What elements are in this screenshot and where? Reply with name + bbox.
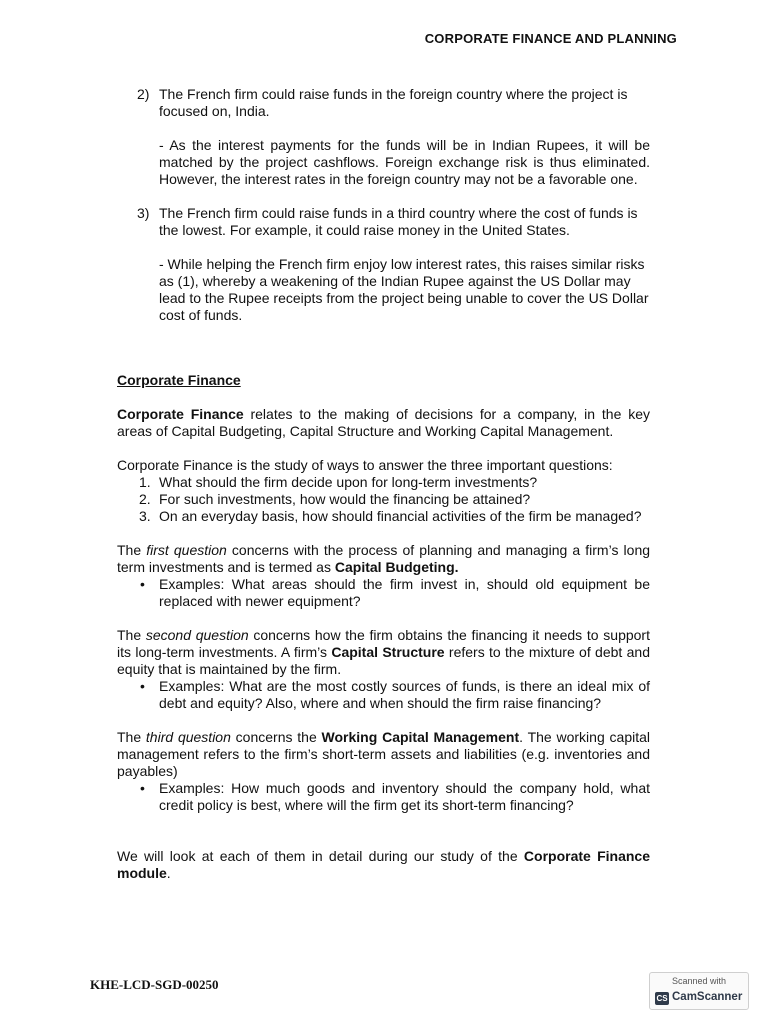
- italic-run: third question: [145, 729, 231, 745]
- bullet-icon: •: [140, 576, 145, 592]
- question-number: 1.: [139, 474, 151, 490]
- bold-run: Capital Budgeting.: [334, 559, 459, 575]
- text-run: The: [117, 627, 146, 643]
- third-question-examples: [117, 780, 650, 814]
- bullet-icon: •: [140, 678, 145, 694]
- question-number: 3.: [139, 508, 151, 524]
- question-item: [117, 474, 650, 491]
- option-text: The French firm could raise funds in the foreign country where the project is focused on, India.: [159, 86, 628, 119]
- camscanner-logo-icon: CS: [656, 994, 668, 1003]
- option-note: - As the interest payments for the funds will be in Indian Rupees, it will be matched by the project cashflows. Foreign exchange risk is thus eliminated. However, the interest rates in the foreign country may not be a favorable one.: [159, 137, 650, 187]
- second-question-paragraph: [117, 627, 650, 678]
- example-item: [117, 780, 650, 814]
- closing-paragraph: [117, 848, 650, 882]
- italic-run: second question: [145, 627, 249, 643]
- intro-bold: Corporate Finance: [117, 406, 244, 422]
- intro-paragraph: [117, 406, 650, 440]
- section-heading: Corporate Finance: [117, 372, 241, 388]
- question-item: [117, 491, 650, 508]
- text-run: . The working capital management refers to the firm’s short-term assets and liabilities (e.g. inventories and payables): [117, 729, 650, 779]
- first-question-paragraph: [117, 542, 650, 576]
- bold-run: Capital Structure: [331, 644, 445, 660]
- text-run: concerns with the process of planning and managing a firm’s long term investments and is termed as: [117, 542, 651, 575]
- questions-list: [117, 474, 650, 525]
- example-text: Examples: What are the most costly sources of funds, is there an ideal mix of debt and equity? Also, where and when should the firm raise financing?: [159, 678, 650, 711]
- example-item: [117, 678, 650, 712]
- text-run: The: [117, 729, 146, 745]
- question-number: 2.: [139, 491, 151, 507]
- question-item: [117, 508, 650, 525]
- question-text: What should the firm decide upon for long-term investments?: [159, 474, 538, 490]
- bullet-icon: •: [140, 780, 145, 796]
- first-question-examples: [117, 576, 650, 610]
- example-text: Examples: How much goods and inventory should the company hold, what credit policy is best, where will the firm get its short-term financing?: [159, 780, 650, 813]
- text-run: concerns the: [230, 729, 322, 745]
- document-code: KHE-LCD-SGD-00250: [90, 977, 219, 992]
- camscanner-watermark: [649, 972, 749, 1010]
- questions-intro: Corporate Finance is the study of ways to answer the three important questions:: [117, 457, 613, 473]
- watermark-brand: CamScanner: [672, 991, 743, 1003]
- funding-option-3: [117, 205, 650, 324]
- bold-run: Corporate Finance module: [117, 848, 650, 881]
- funding-option-2: [117, 86, 650, 188]
- text-run: .: [166, 865, 171, 881]
- option-number: 2): [137, 86, 150, 102]
- watermark-caption: Scanned with: [671, 976, 727, 986]
- question-text: On an everyday basis, how should financial activities of the firm be managed?: [159, 508, 642, 524]
- intro-text: relates to the making of decisions for a company, in the key areas of Capital Budgeting, Capital Structure and Working Capital Management.: [117, 406, 650, 439]
- third-question-paragraph: [117, 729, 650, 780]
- text-run: We will look at each of them in detail during our study of the: [117, 848, 524, 864]
- question-text: For such investments, how would the financing be attained?: [159, 491, 531, 507]
- text-run: refers to the mixture of debt and equity that is maintained by the firm.: [117, 644, 650, 677]
- bold-run: Working Capital Management: [321, 729, 520, 745]
- text-run: concerns how the firm obtains the financing it needs to support its long-term investments. A firm’s: [117, 627, 650, 660]
- page-header-title: CORPORATE FINANCE AND PLANNING: [424, 31, 677, 46]
- second-question-examples: [117, 678, 650, 712]
- italic-run: first question: [146, 542, 227, 558]
- text-run: The: [117, 542, 147, 558]
- document-body: [117, 86, 650, 882]
- option-text: The French firm could raise funds in a third country where the cost of funds is the lowest. For example, it could raise money in the United States.: [159, 205, 638, 238]
- example-text: Examples: What areas should the firm invest in, should old equipment be replaced with newer equipment?: [159, 576, 650, 609]
- example-item: [117, 576, 650, 610]
- option-note: - While helping the French firm enjoy low interest rates, this raises similar risks as (1), whereby a weakening of the Indian Rupee against the US Dollar may lead to the Rupee receipts from the project being unable to cover the US Dollar cost of funds.: [159, 256, 649, 323]
- option-number: 3): [137, 205, 150, 221]
